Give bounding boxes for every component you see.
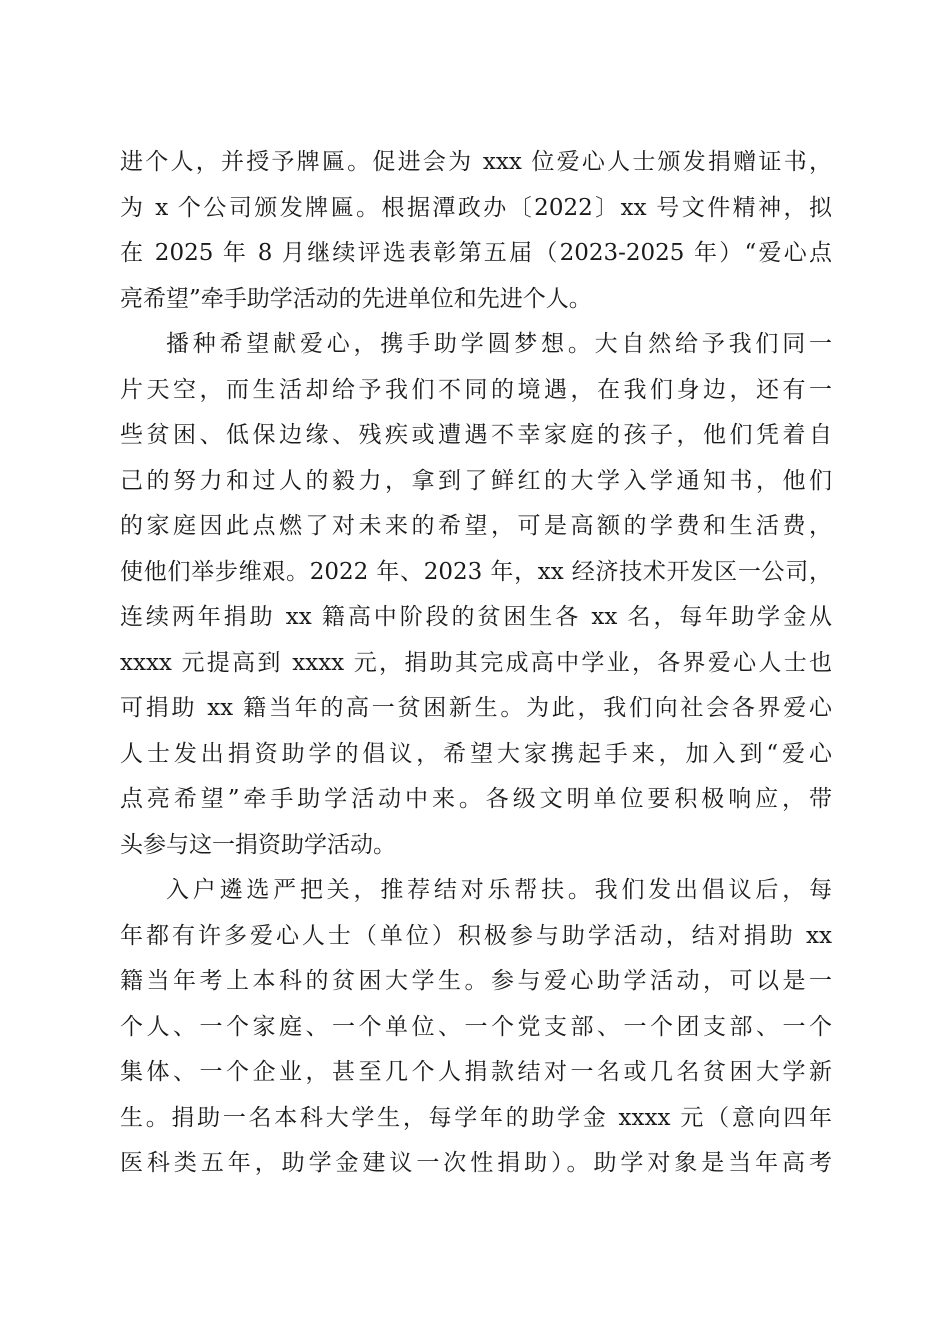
text-line: 使他们举步维艰。2022 年、2023 年，xx 经济技术开发区一公司， — [120, 558, 832, 585]
paragraph-2 — [120, 322, 832, 868]
text-line: 在 2025 年 8 月继续评选表彰第五届（2023-2025 年）“爱心点 — [120, 240, 832, 266]
text-line: 头参与这一捐资助学活动。 — [120, 831, 396, 858]
text-line: 籍当年考上本科的贫困大学生。参与爱心助学活动，可以是一 — [120, 968, 832, 994]
text-line: 可捐助 xx 籍当年的高一贫困新生。为此，我们向社会各界爱心 — [120, 695, 832, 721]
body-text — [120, 140, 832, 1187]
text-line: 医科类五年，助学金建议一次性捐助）。助学对象是当年高考 — [120, 1150, 832, 1176]
text-line: 人士发出捐资助学的倡议，希望大家携起手来，加入到“爱心 — [120, 740, 832, 767]
text-line: 为 x 个公司颁发牌匾。根据潭政办〔2022〕xx 号文件精神，拟 — [120, 194, 832, 221]
text-line: 进个人，并授予牌匾。促进会为 xxx 位爱心人士颁发捐赠证书， — [120, 149, 832, 175]
text-line: 些贫困、低保边缘、残疾或遭遇不幸家庭的孩子，他们凭着自 — [120, 422, 832, 448]
paragraph-1 — [120, 140, 832, 322]
text-line: 年都有许多爱心人士（单位）积极参与助学活动，结对捐助 xx — [120, 922, 832, 949]
text-line: 片天空，而生活却给予我们不同的境遇，在我们身边，还有一 — [120, 376, 832, 403]
text-line: 个人、一个家庭、一个单位、一个党支部、一个团支部、一个 — [120, 1013, 832, 1040]
text-line: 的家庭因此点燃了对未来的希望，可是高额的学费和生活费， — [120, 513, 832, 539]
text-line: xxxx 元提高到 xxxx 元，捐助其完成高中学业，各界爱心人士也 — [120, 649, 832, 676]
text-line: 己的努力和过人的毅力，拿到了鲜红的大学入学通知书，他们 — [120, 467, 832, 494]
text-line: 亮希望”牵手助学活动的先进单位和先进个人。 — [120, 285, 592, 312]
text-line: 集体、一个企业，甚至几个人捐款结对一名或几名贫困大学新 — [120, 1059, 832, 1085]
paragraph-3 — [120, 868, 832, 1187]
text-line: 生。捐助一名本科大学生，每学年的助学金 xxxx 元（意向四年 — [120, 1104, 832, 1131]
text-line: 入户遴选严把关，推荐结对乐帮扶。我们发出倡议后，每 — [166, 877, 832, 903]
text-line: 连续两年捐助 xx 籍高中阶段的贫困生各 xx 名，每年助学金从 — [120, 604, 832, 630]
text-line: 播种希望献爱心，携手助学圆梦想。大自然给予我们同一 — [166, 331, 832, 357]
text-line: 点亮希望”牵手助学活动中来。各级文明单位要积极响应，带 — [120, 786, 832, 812]
